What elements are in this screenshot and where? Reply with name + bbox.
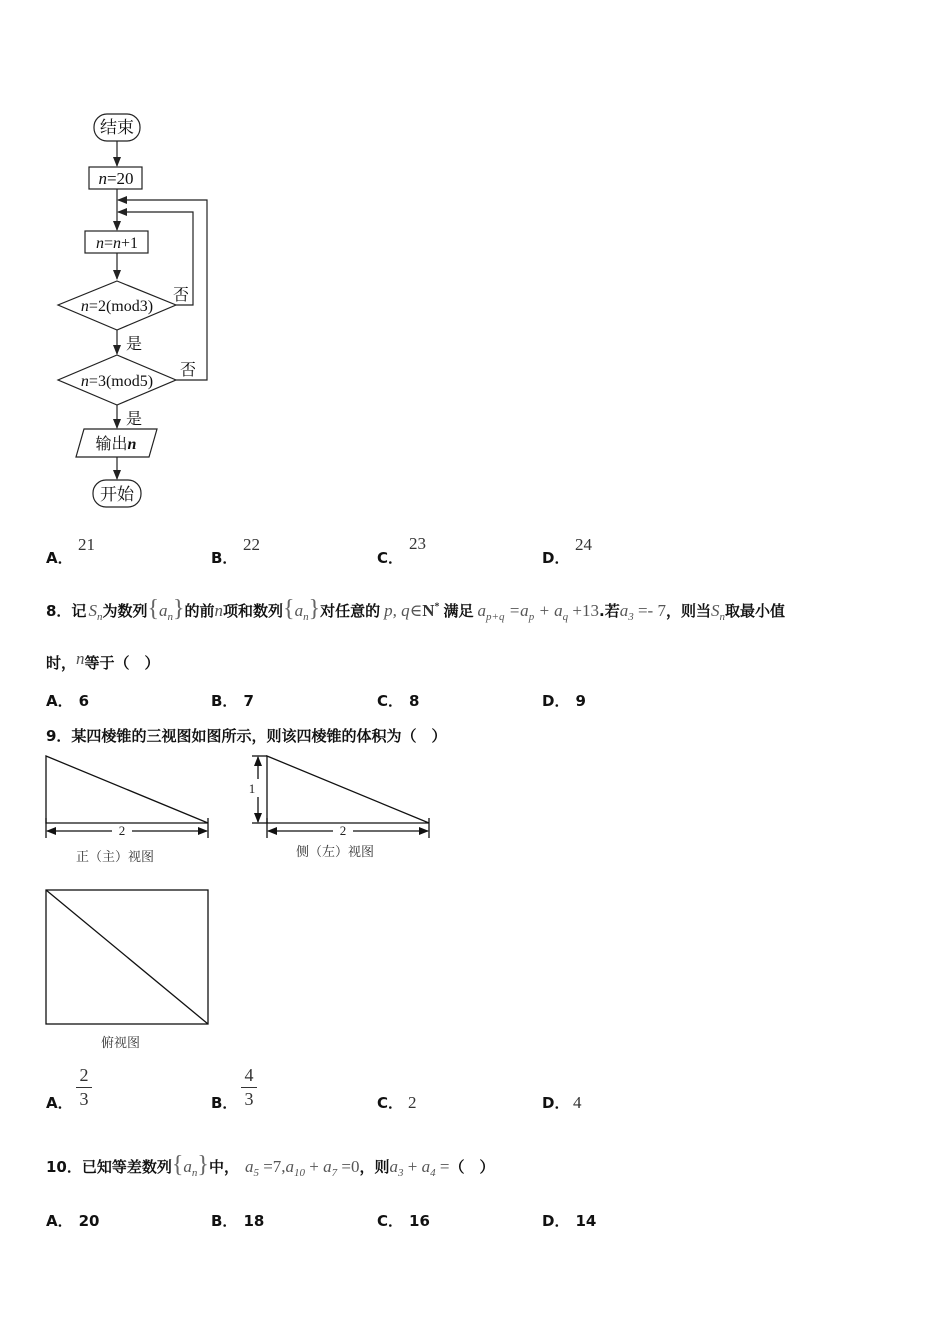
q9-option-c[interactable]: C． — [377, 1094, 404, 1112]
q10-option-d[interactable]: D． 14 — [542, 1212, 597, 1230]
brace: { — [147, 596, 159, 622]
brace: } — [197, 1152, 209, 1178]
loop-no2 — [118, 200, 207, 380]
q10-option-b[interactable]: B． 18 — [211, 1212, 265, 1230]
q7-option-c[interactable] — [377, 547, 403, 568]
side-view-triangle — [267, 756, 429, 823]
output-label: 输出n — [95, 436, 137, 453]
q9-option-a[interactable]: A． — [46, 1094, 73, 1112]
brace: } — [308, 596, 321, 622]
q8-stem-line1 — [46, 596, 785, 623]
q10-option-a[interactable]: A． 20 — [46, 1212, 100, 1230]
q8-option-b[interactable]: B． 7 — [211, 692, 254, 710]
math-N: N* — [422, 601, 440, 620]
q10-text: （ ） — [449, 1158, 495, 1176]
top-view-diagonal — [46, 890, 208, 1024]
math-a3: $a_3 =- 7$ — [619, 601, 666, 623]
math-n: n — [214, 601, 224, 620]
no2-label: 否 — [180, 362, 197, 379]
q7-option-c-value: 23 — [409, 534, 426, 553]
q10-option-c[interactable]: C． 16 — [377, 1212, 430, 1230]
math-S: $S_n$ — [88, 601, 103, 623]
brace: { — [283, 596, 295, 622]
q8-option-d[interactable]: D． 9 — [542, 692, 586, 710]
q7-option-b-value: 22 — [243, 535, 260, 554]
q9-option-d-value: 4 — [573, 1093, 582, 1112]
q10-stem — [46, 1152, 494, 1179]
q9-option-b-fraction: 4 3 — [241, 1066, 257, 1109]
math-sum: $a_3 + a_4$ = — [389, 1157, 450, 1179]
q8-text: 对任意的 — [320, 602, 381, 620]
math-pq: p, q — [384, 601, 410, 620]
math-condition: $a_5 =7,a_{10} + a_7 =0$ — [244, 1157, 360, 1179]
q8-text: 等于（ ） — [84, 654, 160, 672]
q8-stem-line2 — [46, 649, 160, 673]
option-letter: C． — [377, 549, 404, 567]
math-S: $S_n$ — [710, 601, 725, 623]
math-in: ∈ — [409, 601, 423, 620]
cond1-label: n=2(mod3) — [80, 298, 154, 315]
q8-text: 项和数列 — [223, 602, 284, 620]
flowchart — [0, 0, 260, 520]
q7-option-a-value: 21 — [78, 535, 95, 554]
increment-label: n=n+1 — [95, 235, 139, 252]
front-view-caption: 正（主）视图 — [76, 850, 155, 865]
q7-option-d-value: 24 — [575, 535, 592, 554]
math-condition: $a_{p+q} =a_p + a_q +13$ — [477, 601, 600, 623]
option-letter: A． — [46, 549, 73, 567]
q8-text: 时， — [46, 654, 77, 672]
q7-option-b[interactable] — [211, 547, 237, 568]
no1-label: 否 — [173, 287, 190, 304]
three-views-diagram — [0, 745, 460, 1065]
side-view-caption: 侧（左）视图 — [296, 845, 375, 860]
yes2-label: 是 — [126, 411, 143, 428]
math-n: n — [76, 649, 85, 668]
q9-option-a-fraction: 2 3 — [76, 1066, 92, 1109]
q8-text: 为数列 — [102, 602, 148, 620]
q10-text: 中， — [208, 1158, 239, 1176]
q8-text: ，则当 — [665, 602, 711, 620]
q8-text: .若 — [599, 602, 620, 620]
q8-text: 的前 — [184, 602, 215, 620]
q9-option-b[interactable]: B． — [211, 1094, 238, 1112]
height-dim-label: 1 — [248, 781, 256, 796]
top-view-caption: 俯视图 — [101, 1036, 141, 1051]
q10-text: ，则 — [359, 1158, 390, 1176]
brace: { — [171, 1152, 184, 1178]
init-label: n=20 — [98, 169, 134, 188]
math-an: $a_n$ — [158, 601, 173, 623]
option-letter: D． — [542, 549, 570, 567]
q8-option-c[interactable]: C． 8 — [377, 692, 420, 710]
q9-stem: 9．某四棱锥的三视图如图所示，则该四棱锥的体积为（ ） — [46, 727, 447, 745]
q8-option-a[interactable]: A． 6 — [46, 692, 90, 710]
q7-option-d[interactable] — [542, 547, 569, 568]
cond2-label: n=3(mod5) — [80, 373, 154, 390]
end-label: 结束 — [100, 118, 134, 137]
q7-option-a[interactable] — [46, 547, 73, 568]
side-dim-label: 2 — [339, 823, 347, 838]
option-letter: B． — [211, 549, 238, 567]
front-view-triangle — [46, 756, 208, 823]
q9-option-c-value: 2 — [408, 1093, 417, 1112]
q10-text: 10．已知等差数列 — [46, 1158, 172, 1176]
q8-text: 取最小值 — [724, 602, 785, 620]
q8-text: 满足 — [443, 602, 474, 620]
math-an: $a_n$ — [294, 601, 309, 623]
brace: } — [172, 596, 185, 622]
math-an: $a_n$ — [183, 1157, 198, 1179]
yes1-label: 是 — [126, 336, 143, 353]
q8-text: 8．记 — [46, 602, 87, 620]
front-dim-label: 2 — [118, 823, 126, 838]
start-label: 开始 — [100, 485, 134, 504]
q9-option-d[interactable]: D． — [542, 1094, 570, 1112]
